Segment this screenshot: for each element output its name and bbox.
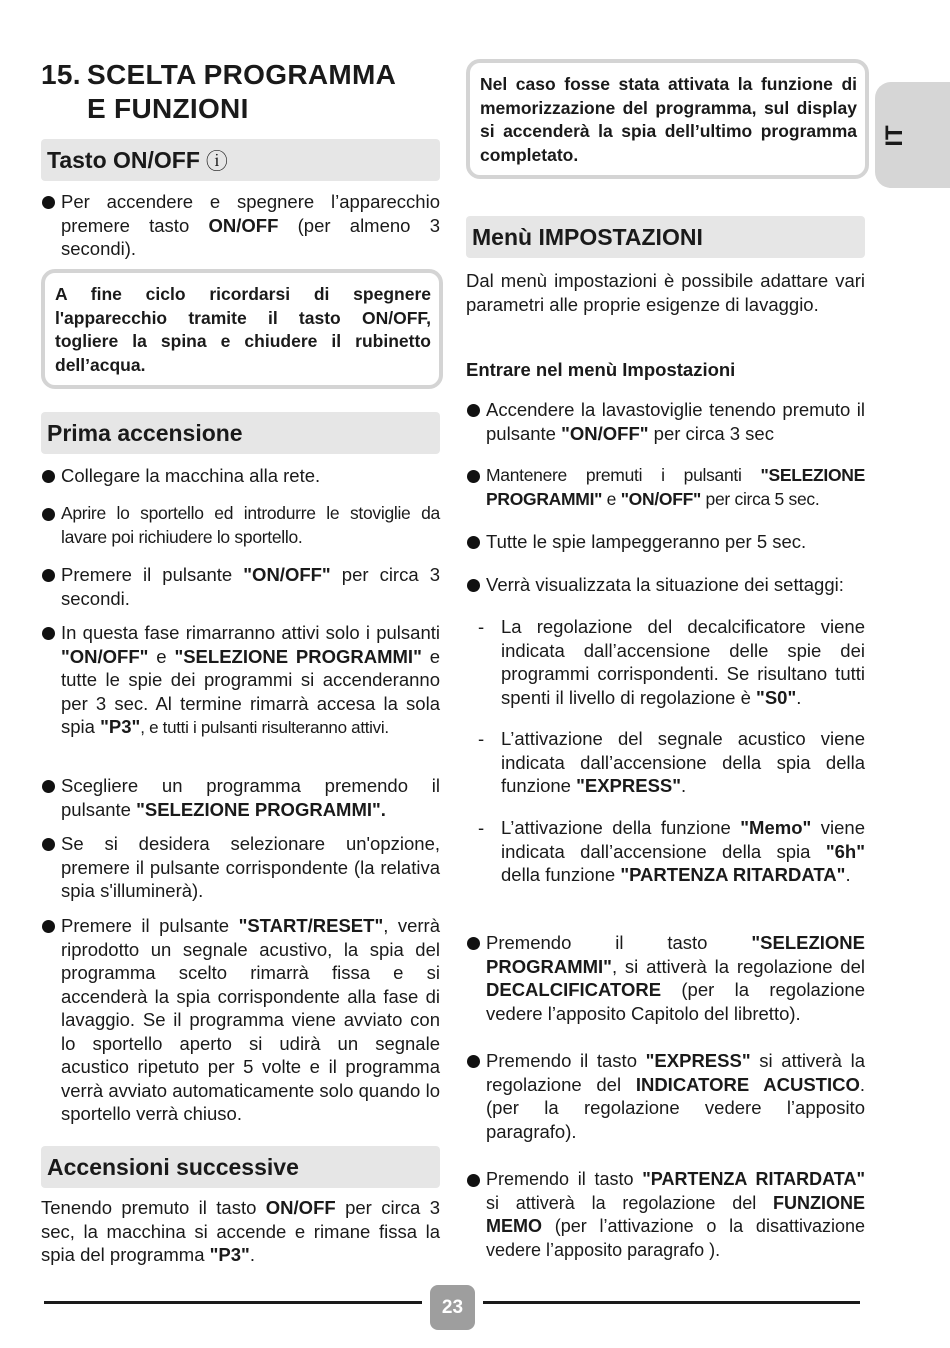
text: Scegliere un programma premendo il pulsante [61,775,440,820]
text-bold: "6h" [825,840,865,862]
text-bold: DECALCIFICATORE [486,979,662,1000]
text-bold: "START/RESET" [238,915,384,936]
text: Premere il pulsante [61,915,239,936]
text-bold: "Memo" [740,817,812,838]
menu-header-label: Menù IMPOSTAZIONI [472,223,703,250]
text: Dal menù impostazioni è possibile adattare vari parametri alle proprie esigenze di lavaggio. [466,270,865,315]
text: Verrà visualizzata la situazione dei settaggi: [486,574,844,595]
text-bold: "EXPRESS" [576,775,682,796]
menu-subheading [466,358,865,382]
text-bold: "SELEZIONE PROGRAMMI" [174,645,422,667]
prima-bullet-2 [41,502,440,549]
text: . [796,686,802,708]
text: (per l’attivazione o la disattivazione vedere l’apposito paragrafo ). [486,1216,865,1260]
text: , verrà riprodotto un segnale acustivo, la spia del programma scelto rimarrà fissa e si accenderà la spia corrispondente alla fase di lavaggio. Se il programma viene avviato con lo sportello aperto si udirà un segnale acustico ripetuto per 5 volte e il programma verrà avviato automaticamente solo quando lo sportello verrà chiuso. [61,915,440,1124]
text: per circa 5 sec. [701,488,820,509]
text: Entrare nel menù Impostazioni [466,359,736,380]
menu-bullet-1 [466,398,865,445]
text: si attiverà la regolazione del [486,1050,865,1095]
text: . [845,864,851,885]
text-bold: "ON/OFF" [561,422,649,444]
text: per circa 3 sec [648,422,774,444]
text-bold: "ON/OFF" [620,488,701,509]
settings-dash-3 [466,816,865,887]
warning-text: A fine ciclo ricordarsi di spegnere l'apparecchio tramite il tasto ON/OFF, togliere la spina e chiudere il rubinetto dell’acqua. [55,284,431,375]
footer-rule-left [44,1301,422,1304]
prima-bullet-3 [41,563,440,610]
settings-dash-2 [466,727,865,798]
succ-paragraph [41,1196,440,1267]
menu-bullet-5 [466,931,865,1025]
text: (per la regolazione vedere l’apposito Capitolo del libretto). [486,979,865,1024]
text: Mantenere premuti i pulsanti [486,465,761,485]
text: L’attivazione della funzione [501,817,741,838]
onoff-warning-box [41,269,443,389]
section-title [41,58,441,126]
prima-header-label: Prima accensione [47,419,243,446]
text-bold: FUNZIONE MEMO [486,1192,865,1236]
text: e tutte le spie dei programmi si accenderanno per 3 sec. Al termine rimarrà accesa la sola spia [61,645,440,737]
prima-bullet-5 [41,774,440,821]
text-bold: "PARTENZA RITARDATA" [620,864,846,885]
text-bold: "P3" [209,1244,250,1265]
text-bold: "EXPRESS" [645,1050,751,1071]
text: Aprire lo sportello ed introdurre le stoviglie da lavare poi richiudere lo sportello. [61,503,440,547]
section-title-line2: E FUNZIONI [87,93,249,124]
prima-header [41,412,440,454]
text: Per accendere e spegnere l’apparecchio premere tasto [61,191,440,236]
prima-bullet-6 [41,832,440,903]
menu-bullet-3 [466,530,865,554]
prima-bullet-7 [41,914,440,1126]
language-tab [875,82,950,188]
settings-dash-1 [466,615,865,709]
text: . [681,775,687,796]
text-bold: "S0" [756,686,797,708]
text: viene indicata dall’accensione della spia [501,817,865,862]
onoff-bullet [41,190,440,261]
text-bold: "SELEZIONE PROGRAMMI" [486,932,865,977]
text: Collegare la macchina alla rete. [61,465,321,486]
text: Premendo il tasto [486,1050,646,1071]
menu-bullet-7 [466,1168,865,1262]
succ-header-label: Accensioni successive [47,1153,299,1180]
text: , si attiverà la regolazione del [611,955,865,977]
text: L’attivazione del segnale acustico viene indicata dall’accensione della spia della funzione [501,728,865,796]
text: . (per la regolazione vedere l’apposito paragrafo). [486,1073,866,1142]
power-icon: ⓘ [205,148,228,174]
text-bold: "ON/OFF" [243,564,331,585]
page-number: 23 [430,1285,475,1330]
text-bold: ON/OFF [208,214,279,236]
text: si attiverà la regolazione del [486,1192,773,1213]
prima-bullet-1 [41,464,440,488]
text: Premendo il tasto [486,932,752,953]
text: Premere il pulsante [61,564,244,585]
onoff-header-label: Tasto ON/OFF [47,146,200,173]
menu-header [466,216,865,258]
footer-rule-right [483,1301,860,1304]
text: La regolazione del decalcificatore viene indicata dall’accensione delle spie dei programmi corrispondenti. Se risultano tutti spenti il livello di regolazione è [501,616,865,708]
text: Premendo il tasto [486,1169,643,1189]
menu-bullet-6 [466,1049,865,1143]
onoff-header [41,139,440,181]
text: Accendere la lavastoviglie tenendo premuto il pulsante [486,399,865,444]
menu-paragraph [466,269,865,316]
text: Se si desidera selezionare un'opzione, premere il pulsante corrispondente (la relativa spia s'illuminerà). [61,833,440,901]
menu-bullet-4 [466,573,865,597]
text: In questa fase rimarranno attivi solo i pulsanti [61,622,440,643]
text: Tenendo premuto il tasto [41,1197,266,1218]
text: per circa 3 secondi. [61,564,440,609]
menu-bullet-2 [466,464,865,511]
text-bold: "ON/OFF" [61,645,149,667]
memo-text: Nel caso fosse stata attivata la funzione di memorizzazione del programma, sul display si accenderà la spia dell’ultimo programma completato. [480,74,857,165]
language-tab-label: IT [881,125,908,147]
text-bold: INDICATORE ACUSTICO [635,1073,860,1095]
text-bold: "PARTENZA RITARDATA" [642,1169,865,1189]
section-title-line1: SCELTA PROGRAMMA [87,59,397,90]
text: e [148,645,175,667]
text: . [249,1244,255,1265]
prima-bullet-4 [41,621,440,740]
text-bold: "SELEZIONE PROGRAMMI" [486,465,865,509]
text-bold: "SELEZIONE PROGRAMMI". [136,798,386,820]
text: , e tutti i pulsanti risulteranno attivi. [140,718,389,737]
memo-info-box [466,59,869,179]
text: e [602,488,621,509]
section-number: 15. [41,59,81,90]
text-bold: ON/OFF [265,1197,336,1218]
text: Tutte le spie lampeggeranno per 5 sec. [486,531,807,552]
text-bold: "P3" [100,716,141,737]
succ-header [41,1146,440,1188]
text: della funzione [501,864,621,885]
text: per circa 3 sec, la macchina si accende e rimane fissa la spia del programma [41,1197,440,1265]
text: (per almeno 3 secondi). [61,214,440,259]
